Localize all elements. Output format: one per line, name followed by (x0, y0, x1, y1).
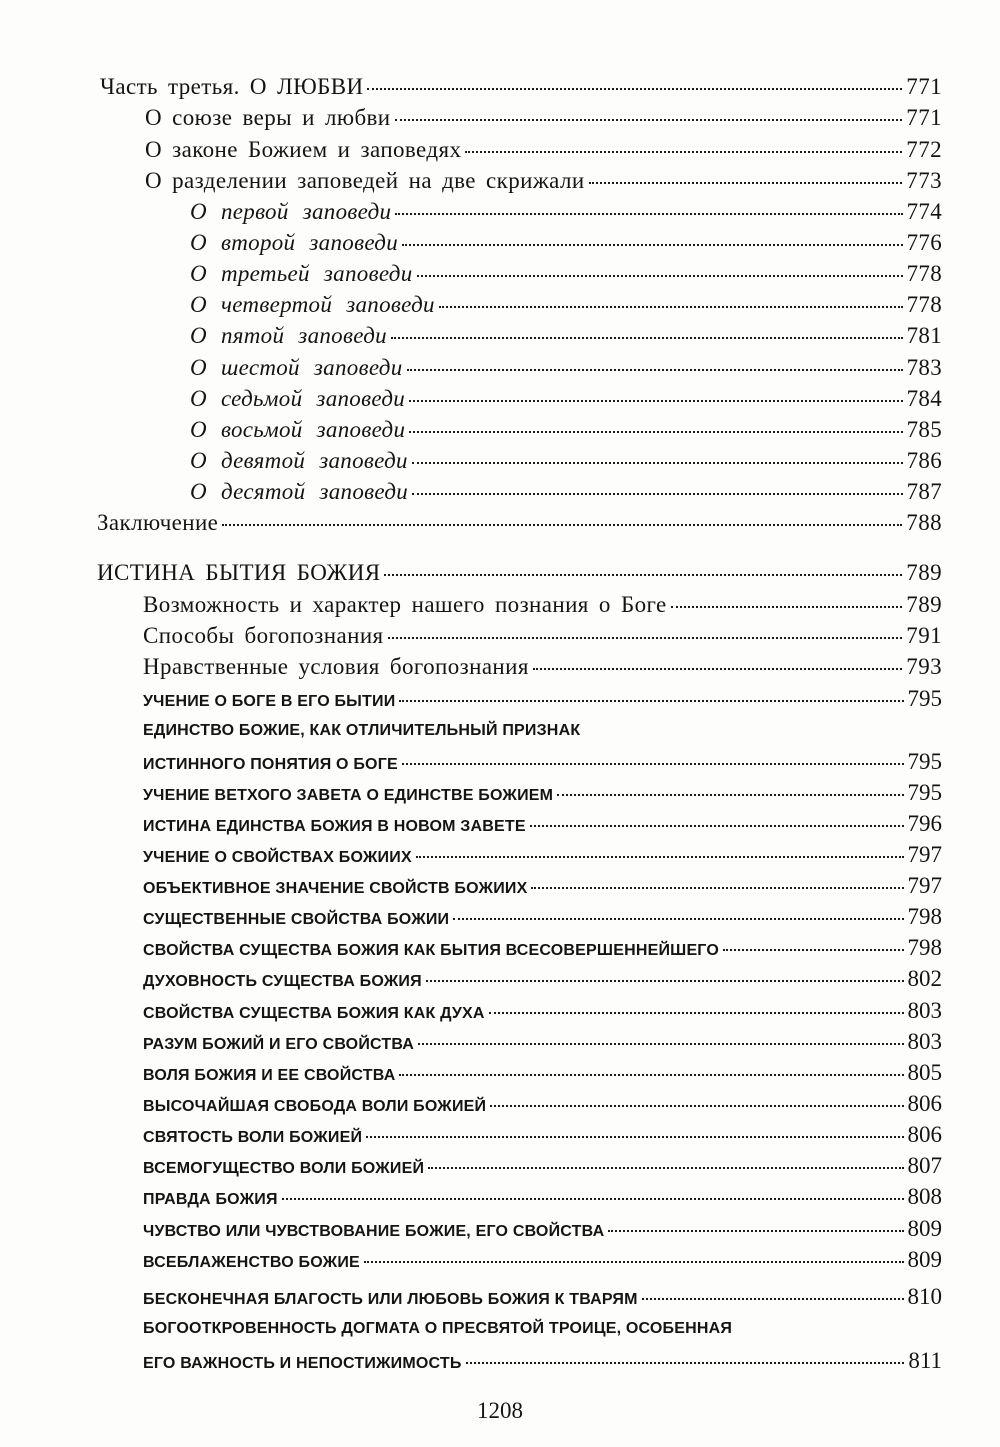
toc-entry-title: Заключение (97, 510, 219, 535)
toc-entry-title: О восьмой заповеди (190, 417, 406, 442)
toc-entry-page: 784 (906, 386, 942, 411)
toc-entry-title: ВСЕМОГУЩЕСТВО ВОЛИ БОЖИЕЙ (143, 1160, 425, 1177)
toc-entry-page: 771 (906, 74, 942, 99)
toc-entry-title: Нравственные условия богопознания (143, 654, 529, 679)
dot-leader (395, 213, 902, 215)
toc-entry-page: 787 (906, 479, 942, 504)
toc-entry (190, 479, 942, 509)
toc-entry (100, 74, 942, 104)
toc-entry-page: 806 (907, 1091, 942, 1116)
dot-leader (407, 369, 903, 371)
toc-entry (143, 780, 942, 810)
toc-entry-page: 781 (906, 323, 942, 348)
toc-entry (143, 623, 942, 653)
toc-entry-title: О союзе веры и любви (145, 105, 391, 130)
toc-entry-title: ЕДИНСТВО БОЖИЕ, КАК ОТЛИЧИТЕЛЬНЫЙ ПРИЗНАК (143, 722, 581, 739)
toc-entry-title: ИСТИННОГО ПОНЯТИЯ О БОГЕ (143, 756, 398, 773)
toc-entry (145, 168, 942, 198)
toc-entry (190, 199, 942, 229)
toc-entry (97, 560, 942, 590)
dot-leader (402, 763, 904, 765)
toc-entry-title: ВОЛЯ БОЖИЯ И ЕЕ СВОЙСТВА (143, 1067, 396, 1084)
toc-entry-page: 803 (907, 1029, 942, 1054)
toc-entry-title: УЧЕНИЕ ВЕТХОГО ЗАВЕТА О ЕДИНСТВЕ БОЖИЕМ (143, 787, 554, 804)
dot-leader (642, 1298, 904, 1300)
toc-entry-title: ЕГО ВАЖНОСТЬ И НЕПОСТИЖИМОСТЬ (143, 1355, 462, 1372)
toc-entry (143, 842, 942, 872)
toc-entry (190, 448, 942, 478)
dot-leader (426, 980, 904, 982)
toc-entry-title: О второй заповеди (190, 230, 399, 255)
toc-entry-title: О разделении заповедей на две скрижали (145, 168, 585, 193)
toc-entry-title: О первой заповеди (190, 199, 392, 224)
toc-entry-page: 798 (907, 904, 942, 929)
dot-leader (399, 700, 903, 702)
dot-leader (489, 1012, 904, 1014)
page-number: 1208 (477, 1398, 523, 1423)
dot-leader (395, 119, 903, 121)
toc-entry-page: 797 (907, 873, 942, 898)
toc-entry (190, 417, 942, 447)
toc-entry-title: ИСТИНА БЫТИЯ БОЖИЯ (97, 560, 381, 585)
toc-entry-title: СУЩЕСТВЕННЫЕ СВОЙСТВА БОЖИИ (143, 911, 450, 928)
dot-leader (490, 1105, 903, 1107)
dot-leader (416, 856, 904, 858)
toc-entry-title: О пятой заповеди (190, 323, 387, 348)
dot-leader (533, 668, 902, 670)
toc-entry-page: 805 (907, 1060, 942, 1085)
toc-entry-title: ВСЕБЛАЖЕНСТВО БОЖИЕ (143, 1254, 360, 1271)
toc-entry-title: СВОЙСТВА СУЩЕСТВА БОЖИЯ КАК ДУХА (143, 1005, 485, 1022)
toc-entry-title: БОГООТКРОВЕННОСТЬ ДОГМАТА О ПРЕСВЯТОЙ ТРОИЦЕ, ОСОБЕННАЯ (143, 1320, 733, 1337)
dot-leader (723, 949, 903, 951)
toc-entry (143, 654, 942, 684)
toc-entry-page: 788 (906, 510, 942, 535)
toc-entry-page: 806 (907, 1122, 942, 1147)
toc-entry (190, 230, 942, 260)
toc-entry (190, 355, 942, 385)
toc-entry-page: 797 (907, 842, 942, 867)
toc-entry-title: ОБЪЕКТИВНОЕ ЗНАЧЕНИЕ СВОЙСТВ БОЖИИХ (143, 880, 528, 897)
toc-entry (143, 873, 942, 903)
toc-entry-title: О шестой заповеди (190, 355, 403, 380)
toc-entry-title: О законе Божием и заповедях (145, 137, 462, 162)
dot-leader (391, 337, 903, 339)
toc-entry-title: О седьмой заповеди (190, 386, 406, 411)
dot-leader (409, 400, 903, 402)
toc-entry-page: 809 (907, 1216, 942, 1241)
dot-leader (557, 794, 903, 796)
dot-leader (417, 275, 903, 277)
toc-entry-page: 789 (906, 560, 942, 585)
toc-entry (190, 261, 942, 291)
toc-entry-page: 786 (906, 448, 942, 473)
toc-entry (143, 1284, 942, 1314)
toc-entry-page: 795 (907, 780, 942, 805)
dot-leader (418, 1043, 903, 1045)
toc-entry-page: 789 (906, 592, 942, 617)
dot-leader (465, 151, 902, 153)
toc-entry (143, 1184, 942, 1214)
dot-leader (608, 1230, 903, 1232)
toc-entry (143, 1247, 942, 1277)
dot-leader (589, 182, 903, 184)
toc-entry (145, 105, 942, 135)
toc-entry-title: ПРАВДА БОЖИЯ (143, 1191, 278, 1208)
toc-entry-title: БЕСКОНЕЧНАЯ БЛАГОСТЬ ИЛИ ЛЮБОВЬ БОЖИЯ К ТВАРЯМ (143, 1291, 638, 1308)
toc-entry (143, 998, 942, 1028)
toc-entry-page: 778 (906, 261, 942, 286)
dot-leader (671, 606, 903, 608)
toc-entry-page: 809 (907, 1247, 942, 1272)
toc-entry-title: СВЯТОСТЬ ВОЛИ БОЖИЕЙ (143, 1129, 363, 1146)
toc-entry-title: О десятой заповеди (190, 479, 409, 504)
toc-entry-page: 803 (907, 998, 942, 1023)
toc-entry (143, 811, 942, 841)
dot-leader (384, 574, 902, 576)
toc-entry-page: 771 (906, 105, 942, 130)
dot-leader (222, 524, 902, 526)
toc-entry-title: ИСТИНА ЕДИНСТВА БОЖИЯ В НОВОМ ЗАВЕТЕ (143, 818, 526, 835)
toc-entry-page: 808 (907, 1184, 942, 1209)
dot-leader (453, 918, 903, 920)
toc-entry-page: 795 (907, 686, 942, 711)
toc-entry-title: Возможность и характер нашего познания о Боге (143, 592, 667, 617)
toc-entry-page: 776 (906, 230, 942, 255)
toc-entry-title: УЧЕНИЕ О СВОЙСТВАХ БОЖИИХ (143, 849, 412, 866)
toc-entry-page: 798 (907, 935, 942, 960)
toc-entry-page: 773 (906, 168, 942, 193)
toc-entry (143, 966, 942, 996)
dot-leader (399, 1074, 903, 1076)
toc-entry-page: 811 (908, 1348, 942, 1373)
toc-entry-title: Способы богопознания (143, 623, 384, 648)
toc-entry-page: 791 (906, 623, 942, 648)
toc-entry (190, 323, 942, 353)
toc-entry-title: О девятой заповеди (190, 448, 408, 473)
toc-entry (145, 137, 942, 167)
dot-leader (439, 306, 903, 308)
toc-entry-page: 772 (906, 137, 942, 162)
toc-entry (143, 592, 942, 622)
dot-leader (412, 462, 903, 464)
toc-entry (143, 1216, 942, 1246)
dot-leader (412, 493, 903, 495)
toc-entry (143, 1122, 942, 1152)
toc-entry (143, 1060, 942, 1090)
toc-entry (143, 1348, 942, 1378)
toc-entry (143, 1153, 942, 1183)
toc-entry (143, 935, 942, 965)
dot-leader (402, 244, 903, 246)
toc-entry-page: 795 (907, 749, 942, 774)
toc-entry-page: 793 (906, 654, 942, 679)
toc-entry-title: О третьей заповеди (190, 261, 413, 286)
dot-leader (531, 887, 903, 889)
dot-leader (409, 431, 902, 433)
toc-entry (97, 510, 942, 540)
toc-entry (190, 292, 942, 322)
toc-entry (143, 686, 942, 716)
toc-entry (143, 749, 942, 779)
toc-entry-page: 778 (906, 292, 942, 317)
toc-entry-title: ДУХОВНОСТЬ СУЩЕСТВА БОЖИЯ (143, 973, 422, 990)
toc-entry-page: 796 (907, 811, 942, 836)
toc-entry-page: 783 (906, 355, 942, 380)
dot-leader (388, 637, 903, 639)
dot-leader (366, 1136, 903, 1138)
toc-entry (190, 386, 942, 416)
toc-entry (143, 904, 942, 934)
dot-leader (466, 1362, 905, 1364)
toc-entry-page: 774 (906, 199, 942, 224)
toc-entry-page: 802 (907, 966, 942, 991)
dot-leader (282, 1198, 904, 1200)
toc-entry-title: РАЗУМ БОЖИЙ И ЕГО СВОЙСТВА (143, 1036, 415, 1053)
toc-entry-page: 807 (907, 1153, 942, 1178)
dot-leader (367, 88, 902, 90)
toc-entry-page: 785 (906, 417, 942, 442)
dot-leader (364, 1261, 904, 1263)
toc-entry-title: ВЫСОЧАЙШАЯ СВОБОДА ВОЛИ БОЖИЕЙ (143, 1098, 487, 1115)
toc-entry-title: ЧУВСТВО ИЛИ ЧУВСТВОВАНИЕ БОЖИЕ, ЕГО СВОЙСТВА (143, 1223, 605, 1240)
toc-entry-title: УЧЕНИЕ О БОГЕ В ЕГО БЫТИИ (143, 693, 396, 710)
toc-entry-title: О четвертой заповеди (190, 292, 435, 317)
dot-leader (428, 1167, 903, 1169)
dot-leader (530, 825, 904, 827)
toc-entry-page: 810 (907, 1284, 942, 1309)
toc-entry-title: СВОЙСТВА СУЩЕСТВА БОЖИЯ КАК БЫТИЯ ВСЕСОВЕРШЕННЕЙШЕГО (143, 942, 720, 959)
toc-entry-title: Часть третья. О ЛЮБВИ (100, 74, 364, 99)
toc-entry (143, 1029, 942, 1059)
toc-entry (143, 1091, 942, 1121)
